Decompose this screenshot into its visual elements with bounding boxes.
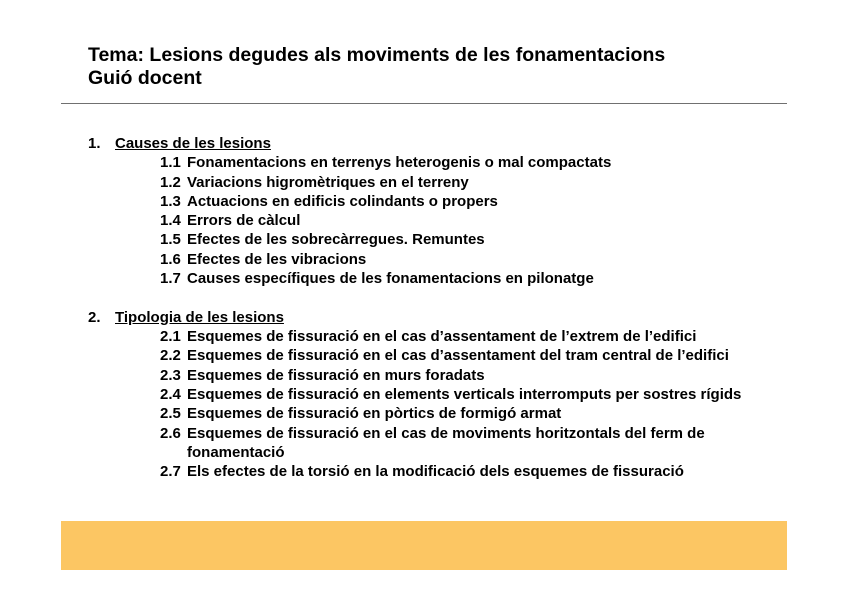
item-number: 1.3 — [160, 192, 181, 210]
outline — [88, 134, 788, 482]
item-number: 2.1 — [160, 328, 181, 346]
title-divider — [61, 103, 787, 104]
list-item — [88, 153, 788, 172]
list-item — [88, 462, 788, 481]
list-item — [88, 424, 788, 463]
item-number: 1.7 — [160, 270, 181, 288]
item-text: Els efectes de la torsió en la modificació dels esquemes de fissuració — [187, 463, 684, 481]
section-typology — [88, 308, 788, 482]
item-number: 1.2 — [160, 173, 181, 191]
list-item — [88, 269, 788, 288]
section-heading — [88, 308, 788, 327]
list-item — [88, 230, 788, 249]
item-number: 2.2 — [160, 347, 181, 365]
item-text: Esquemes de fissuració en elements verticals interromputs per sostres rígids — [187, 386, 742, 404]
page-subtitle: Guió docent — [88, 67, 202, 89]
item-text: Actuacions en edificis colindants o propers — [187, 192, 498, 210]
section-causes — [88, 134, 788, 288]
section-number: 1. — [88, 135, 101, 152]
item-text: Esquemes de fissuració en el cas de moviments horitzontals del ferm de fonamentació — [187, 424, 705, 461]
list-item — [88, 327, 788, 346]
item-text: Esquemes de fissuració en el cas d’assentament del tram central de l’edifici — [187, 347, 729, 365]
item-text: Esquemes de fissuració en murs foradats — [187, 366, 485, 384]
footer-bar — [61, 521, 787, 570]
item-text: Efectes de les vibracions — [187, 250, 367, 268]
item-number: 2.5 — [160, 405, 181, 423]
list-item — [88, 173, 788, 192]
item-text: Causes específiques de les fonamentacions en pilonatge — [187, 270, 594, 288]
item-number: 1.5 — [160, 231, 181, 249]
list-item — [88, 346, 788, 365]
list-item — [88, 366, 788, 385]
item-number: 1.6 — [160, 250, 181, 268]
item-text: Esquemes de fissuració en el cas d’assentament de l’extrem de l’edifici — [187, 328, 697, 346]
item-number: 1.1 — [160, 154, 181, 172]
list-item — [88, 404, 788, 423]
title-block — [88, 44, 665, 90]
item-number: 2.6 — [160, 424, 181, 442]
item-number: 2.7 — [160, 463, 181, 481]
list-item — [88, 250, 788, 269]
list-item — [88, 192, 788, 211]
item-text: Efectes de les sobrecàrregues. Remuntes — [187, 231, 485, 249]
page-title: Tema: Lesions degudes als moviments de les fonamentacions — [88, 44, 666, 66]
item-number: 2.4 — [160, 386, 181, 404]
list-item — [88, 385, 788, 404]
section-title: Causes de les lesions — [115, 135, 271, 152]
item-text: Fonamentacions en terrenys heterogenis o mal compactats — [187, 154, 612, 172]
section-number: 2. — [88, 308, 101, 326]
item-number: 1.4 — [160, 212, 181, 230]
list-item — [88, 211, 788, 230]
item-text: Esquemes de fissuració en pòrtics de formigó armat — [187, 405, 562, 423]
item-text: Errors de càlcul — [187, 212, 301, 230]
item-text: Variacions higromètriques en el terreny — [187, 173, 469, 191]
section-heading — [88, 134, 788, 153]
section-title: Tipologia de les lesions — [115, 308, 284, 326]
item-number: 2.3 — [160, 366, 181, 384]
